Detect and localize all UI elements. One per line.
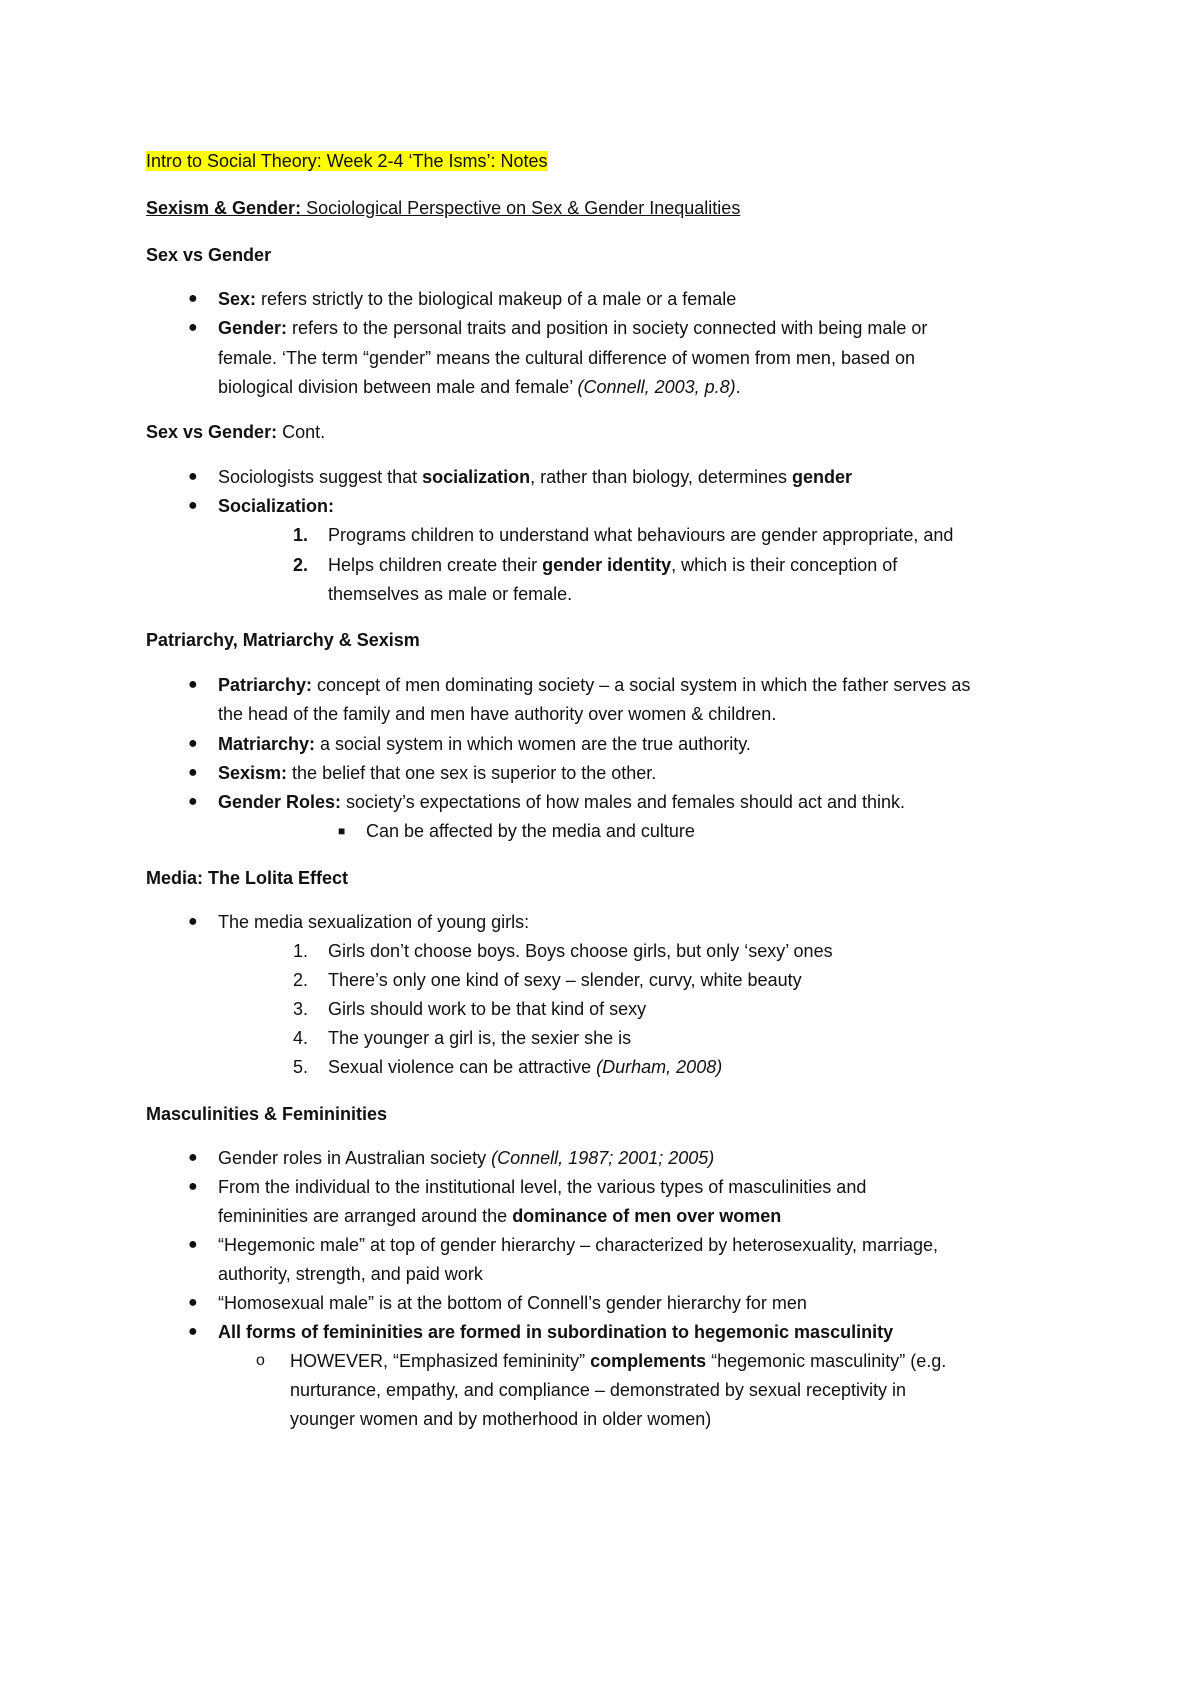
list-number: 4. [292, 1028, 308, 1048]
numbered-item [328, 1055, 722, 1079]
list-item: “Homosexual male” is at the bottom of Connell’s gender hierarchy for men [218, 1293, 807, 1313]
list-item-continuation: the head of the family and men have authority over women & children. [218, 704, 777, 724]
square-bullet-icon: ■ [338, 824, 346, 838]
list-number: 5. [292, 1057, 308, 1077]
term: Gender Roles: [218, 792, 342, 812]
term: Socialization: [218, 496, 335, 516]
section-heading-media [146, 866, 348, 890]
bullet-icon: ● [188, 764, 198, 781]
heading-rest: Cont. [277, 422, 326, 442]
bullet-icon: ● [188, 735, 198, 752]
bullet-icon: ● [188, 793, 198, 810]
title-highlight: Intro to Social Theory: Week 2-4 ‘The Isms’: Notes [146, 151, 548, 171]
numbered-item: The younger a girl is, the sexier she is [328, 1028, 632, 1048]
text: Sociologists suggest that [218, 467, 423, 487]
list-item: From the individual to the institutional level, the various types of masculinities and [218, 1177, 867, 1197]
numbered-item: Girls should work to be that kind of sexy [328, 999, 647, 1019]
heading-rest: Sociological Perspective on Sex & Gender Inequalities [301, 198, 741, 218]
heading-bold: Sexism & Gender: [146, 198, 302, 218]
emphasis: All forms of femininities are formed in subordination to hegemonic masculinity [218, 1322, 894, 1342]
definition-line: refers to the personal traits and position in society connected with being male or [287, 318, 928, 338]
text: , which is their conception of [671, 555, 898, 575]
document-title [146, 149, 548, 173]
bullet-icon: ● [188, 1149, 198, 1166]
section-heading-sex-vs-gender-cont [146, 420, 325, 444]
list-item [218, 1320, 893, 1344]
list-item [218, 494, 334, 518]
definition: society’s expectations of how males and females should act and think. [341, 792, 906, 812]
heading-text: Masculinities & Femininities [146, 1104, 388, 1124]
term: Patriarchy: [218, 675, 313, 695]
bullet-icon: ● [188, 497, 198, 514]
definition: the belief that one sex is superior to the other. [287, 763, 657, 783]
citation: (Connell, 1987; 2001; 2005) [491, 1148, 715, 1168]
text: HOWEVER, “Emphasized femininity” [290, 1351, 591, 1371]
sub-list-item-continuation: nurturance, empathy, and compliance – demonstrated by sexual receptivity in [290, 1380, 906, 1400]
list-item [218, 287, 736, 311]
bullet-icon: ● [188, 1178, 198, 1195]
text: femininities are arranged around the [218, 1206, 513, 1226]
list-item [218, 761, 656, 785]
numbered-item: Girls don’t choose boys. Boys choose girls, but only ‘sexy’ ones [328, 941, 833, 961]
citation: (Durham, 2008) [596, 1057, 723, 1077]
numbered-item [328, 553, 897, 577]
list-item-continuation [218, 1204, 781, 1228]
list-item: “Hegemonic male” at top of gender hierarchy – characterized by heterosexuality, marriage, [218, 1235, 939, 1255]
heading-bold: Sex vs Gender: [146, 422, 278, 442]
list-item [218, 465, 852, 489]
heading-text: Media: The Lolita Effect [146, 868, 349, 888]
text: biological division between male and female’ [218, 377, 578, 397]
emphasis: socialization [422, 467, 531, 487]
section-heading-patriarchy [146, 628, 420, 652]
definition: a social system in which women are the true authority. [315, 734, 751, 754]
list-item-continuation: authority, strength, and paid work [218, 1264, 483, 1284]
bullet-icon: ● [188, 676, 198, 693]
text: . [735, 377, 741, 397]
text: “hegemonic masculinity” (e.g. [706, 1351, 947, 1371]
list-item-continuation: female. ‘The term “gender” means the cultural difference of women from men, based on [218, 348, 916, 368]
section-heading-masculinities [146, 1102, 387, 1126]
list-item: The media sexualization of young girls: [218, 912, 530, 932]
definition: refers strictly to the biological makeup of a male or a female [256, 289, 737, 309]
section-heading-sexism-gender [146, 196, 740, 220]
term: Matriarchy: [218, 734, 316, 754]
definition-line: concept of men dominating society – a social system in which the father serves as [312, 675, 971, 695]
text: Sexual violence can be attractive [328, 1057, 597, 1077]
sub-list-item-continuation: younger women and by motherhood in older women) [290, 1409, 712, 1429]
list-item [218, 673, 970, 697]
sub-list-item [290, 1349, 946, 1373]
citation: (Connell, 2003, p.8) [577, 377, 736, 397]
bullet-icon: ● [188, 290, 198, 307]
sub-list-item: Can be affected by the media and culture [366, 821, 695, 841]
heading-text: Sex vs Gender [146, 245, 272, 265]
heading-text: Patriarchy, Matriarchy & Sexism [146, 630, 420, 650]
term: Sexism: [218, 763, 288, 783]
list-number: 2. [292, 970, 308, 990]
bullet-icon: ● [188, 913, 198, 930]
list-item-continuation [218, 375, 741, 399]
emphasis: gender identity [542, 555, 672, 575]
text: Gender roles in Australian society [218, 1148, 492, 1168]
bullet-icon: ● [188, 1294, 198, 1311]
emphasis: dominance of men over women [512, 1206, 782, 1226]
numbered-item-continuation: themselves as male or female. [328, 584, 573, 604]
bullet-icon: ● [188, 1236, 198, 1253]
bullet-icon: ● [188, 1323, 198, 1340]
section-heading-sex-vs-gender [146, 243, 271, 267]
list-number: 1. [292, 941, 308, 961]
list-number: 3. [292, 999, 308, 1019]
emphasis: gender [791, 467, 852, 487]
numbered-item: There’s only one kind of sexy – slender, curvy, white beauty [328, 970, 802, 990]
list-number: 2. [292, 555, 308, 575]
term: Gender: [218, 318, 288, 338]
text: , rather than biology, determines [530, 467, 792, 487]
circle-bullet-icon: o [256, 1352, 265, 1369]
term: Sex: [218, 289, 257, 309]
list-item [218, 316, 927, 340]
numbered-item: Programs children to understand what behaviours are gender appropriate, and [328, 525, 954, 545]
emphasis: complements [590, 1351, 707, 1371]
list-item [218, 1146, 714, 1170]
list-item [218, 732, 751, 756]
bullet-icon: ● [188, 468, 198, 485]
list-item [218, 790, 905, 814]
text: Helps children create their [328, 555, 543, 575]
bullet-icon: ● [188, 319, 198, 336]
list-number: 1. [292, 525, 308, 545]
